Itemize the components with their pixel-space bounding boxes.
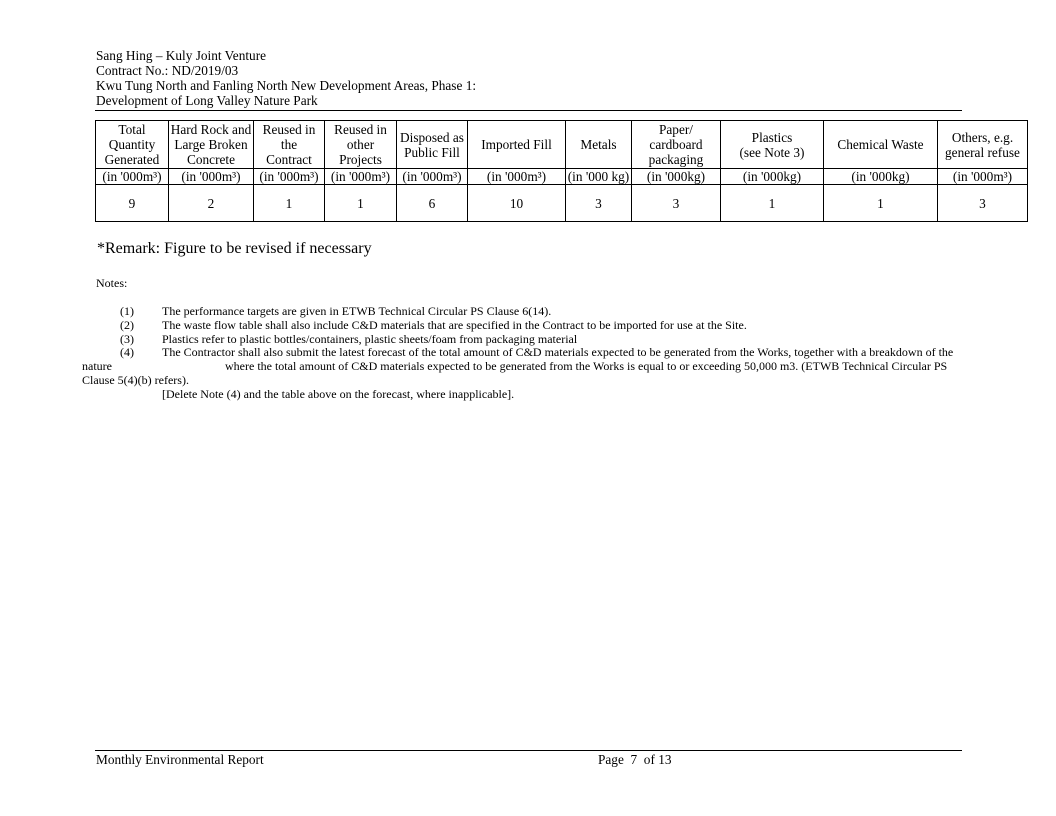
note-text-4-continuation-lead: nature <box>82 359 112 373</box>
unit-reused-in-contract: (in '000m³) <box>254 169 325 185</box>
value-reused-other-projects: 1 <box>325 185 397 222</box>
column-header-plastics: Plastics (see Note 3) <box>721 121 824 169</box>
value-metals: 3 <box>566 185 632 222</box>
delete-instruction: [Delete Note (4) and the table above on the forecast, where inapplicable]. <box>162 387 515 401</box>
note-number-2: (2) <box>120 318 134 332</box>
column-header-reused-in-contract: Reused in the Contract <box>254 121 325 169</box>
column-header-reused-other-projects: Reused in other Projects <box>325 121 397 169</box>
note-text-2: The waste flow table shall also include C&D materials that are specified in the Contract to be imported for use at the Site. <box>162 318 747 332</box>
unit-paper-cardboard: (in '000kg) <box>632 169 721 185</box>
column-header-metals: Metals <box>566 121 632 169</box>
value-others: 3 <box>938 185 1028 222</box>
column-header-paper-cardboard: Paper/ cardboard packaging <box>632 121 721 169</box>
value-reused-in-contract: 1 <box>254 185 325 222</box>
value-disposed-public-fill: 6 <box>397 185 468 222</box>
project-title-line-2: Development of Long Valley Nature Park <box>96 93 318 108</box>
column-header-imported-fill: Imported Fill <box>468 121 566 169</box>
unit-metals: (in '000 kg) <box>566 169 632 185</box>
unit-hard-rock-concrete: (in '000m³) <box>169 169 254 185</box>
unit-others: (in '000m³) <box>938 169 1028 185</box>
column-header-hard-rock-concrete: Hard Rock and Large Broken Concrete <box>169 121 254 169</box>
page-header <box>96 48 476 108</box>
table-value-row <box>96 185 1028 222</box>
table-unit-row <box>96 169 1028 185</box>
note-number-4: (4) <box>120 345 134 359</box>
value-plastics: 1 <box>721 185 824 222</box>
footer-divider <box>95 750 962 751</box>
note-text-4-continuation-end: Clause 5(4)(b) refers). <box>82 373 189 387</box>
waste-flow-table <box>95 120 1028 222</box>
joint-venture-name: Sang Hing – Kuly Joint Venture <box>96 48 267 63</box>
header-divider <box>95 110 962 111</box>
remark-text: *Remark: Figure to be revised if necessary <box>97 240 372 257</box>
unit-imported-fill: (in '000m³) <box>468 169 566 185</box>
unit-reused-other-projects: (in '000m³) <box>325 169 397 185</box>
column-header-disposed-public-fill: Disposed as Public Fill <box>397 121 468 169</box>
note-number-1: (1) <box>120 304 134 318</box>
column-header-chemical-waste: Chemical Waste <box>824 121 938 169</box>
value-chemical-waste: 1 <box>824 185 938 222</box>
unit-chemical-waste: (in '000kg) <box>824 169 938 185</box>
note-text-4: The Contractor shall also submit the latest forecast of the total amount of C&D materials expected to be generated from the Works, together with a breakdown of the <box>162 345 954 359</box>
unit-disposed-public-fill: (in '000m³) <box>397 169 468 185</box>
contract-number: Contract No.: ND/2019/03 <box>96 63 239 78</box>
note-text-1: The performance targets are given in ETWB Technical Circular PS Clause 6(14). <box>162 304 552 318</box>
value-imported-fill: 10 <box>468 185 566 222</box>
value-paper-cardboard: 3 <box>632 185 721 222</box>
value-hard-rock-concrete: 2 <box>169 185 254 222</box>
notes-heading: Notes: <box>96 276 128 290</box>
project-title-line-1: Kwu Tung North and Fanling North New Development Areas, Phase 1: <box>96 78 477 93</box>
note-text-3: Plastics refer to plastic bottles/containers, plastic sheets/foam from packaging material <box>162 332 578 346</box>
report-name: Monthly Environmental Report <box>96 752 264 767</box>
table-header-row <box>96 121 1028 169</box>
page-number: Page 7 of 13 <box>598 752 672 767</box>
note-text-4-continuation: where the total amount of C&D materials expected to be generated from the Works is equal to or exceeding 50,000 m3. (ETWB Technical Circular PS <box>225 359 948 373</box>
unit-total-quantity: (in '000m³) <box>96 169 169 185</box>
column-header-total-quantity: Total Quantity Generated <box>96 121 169 169</box>
value-total-quantity: 9 <box>96 185 169 222</box>
column-header-others: Others, e.g. general refuse <box>938 121 1028 169</box>
unit-plastics: (in '000kg) <box>721 169 824 185</box>
note-number-3: (3) <box>120 332 134 346</box>
